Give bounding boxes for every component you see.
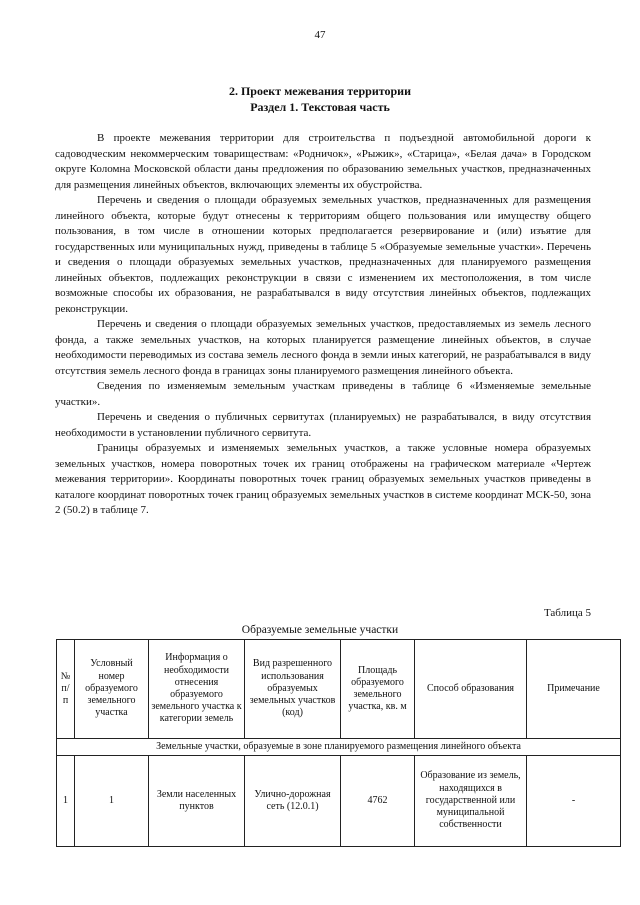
header-cell: Способ образования [415, 640, 527, 739]
land-plots-table [56, 639, 621, 847]
table-cell: 4762 [341, 756, 415, 847]
table-label: Таблица 5 [543, 607, 591, 619]
table-cell: 1 [75, 756, 149, 847]
table-row [57, 756, 621, 847]
paragraph: Сведения по изменяемым земельным участкам приведены в таблице 6 «Изменяемые земельные участки». [55, 380, 591, 408]
section-cell: Земельные участки, образуемые в зоне планируемого размещения линейного объекта [57, 739, 621, 756]
table-cell: 1 [57, 756, 75, 847]
page-number: 47 [314, 29, 326, 41]
table-title: Образуемые земельные участки [241, 624, 399, 636]
header-cell: Примечание [527, 640, 621, 739]
table-cell: Образование из земель, находящихся в государственной или муниципальной собственности [415, 756, 527, 847]
table-cell: Земли населенных пунктов [149, 756, 245, 847]
body-text [55, 131, 591, 519]
paragraph: Перечень и сведения о публичных сервитутах (планируемых) не разрабатывался, в виду отсутствия необходимости в установлении публичного сервитута. [55, 411, 591, 439]
table-header-row [57, 640, 621, 739]
section-title: 2. Проект межевания территории [228, 84, 412, 98]
paragraph: Перечень и сведения о площади образуемых земельных участков, предназначенных для размещения линейного объекта, которые будут отнесены к территориям общего пользования или имуществу общего пользования, в том числе в отношении которых предполагается резервирование и (или) изъятие для государственных или муниципальных нужд, приведены в таблице 5 «Образуемые земельные участки». Перечень и сведения о площади образуемых земельных участков, предназначенных для планируемого размещения линейных объектов, подлежащих реконструкции в связи с изменением их местоположения, в том числе возможные способы их образования, не разрабатывался в виду отсутствия линейных объектов, подлежащих реконструкции. [55, 194, 591, 315]
header-cell: Вид разрешенного использования образуемых земельных участков (код) [245, 640, 341, 739]
paragraph: Перечень и сведения о площади образуемых земельных участков, предоставляемых из земель лесного фонда, а также земельных участков, на которых планируется размещение линейных объектов, в случае необходимости переводимых из состава земель лесного фонда в земли иных категорий, не разрабатывался в виду отсутствия земель лесного фонда в границах зоны планируемого размещения линейного объекта. [55, 318, 591, 377]
header-cell: № п/п [57, 640, 75, 739]
table-section-row [57, 739, 621, 756]
section-subtitle: Раздел 1. Текстовая часть [250, 100, 390, 114]
paragraph: В проекте межевания территории для строительства п подъездной автомобильной дороги к садоводческим некоммерческим товариществам: «Родничок», «Рыжик», «Старица», «Белая дача» в Городском округе Коломна Московской области даны предложения по образованию земельных участков, предназначенных для размещения линейных объектов, включающих элементы их обустройства. [55, 132, 591, 191]
table-cell: - [527, 756, 621, 847]
header-cell: Условный номер образуемого земельного участка [75, 640, 149, 739]
paragraph: Границы образуемых и изменяемых земельных участков, а также условные номера образуемых земельных участков, номера поворотных точек их границ отображены на графическом материале «Чертеж межевания территории». Координаты поворотных точек границ образуемых земельных участков приведены в каталоге координат поворотных точек границ образуемых земельных участков в системе координат МСК-50, зона 2 (50.2) в таблице 7. [55, 442, 591, 516]
header-cell: Площадь образуемого земельного участка, кв. м [341, 640, 415, 739]
header-cell: Информация о необходимости отнесения образуемого земельного участка к категории земель [149, 640, 245, 739]
table-cell: Улично-дорожная сеть (12.0.1) [245, 756, 341, 847]
